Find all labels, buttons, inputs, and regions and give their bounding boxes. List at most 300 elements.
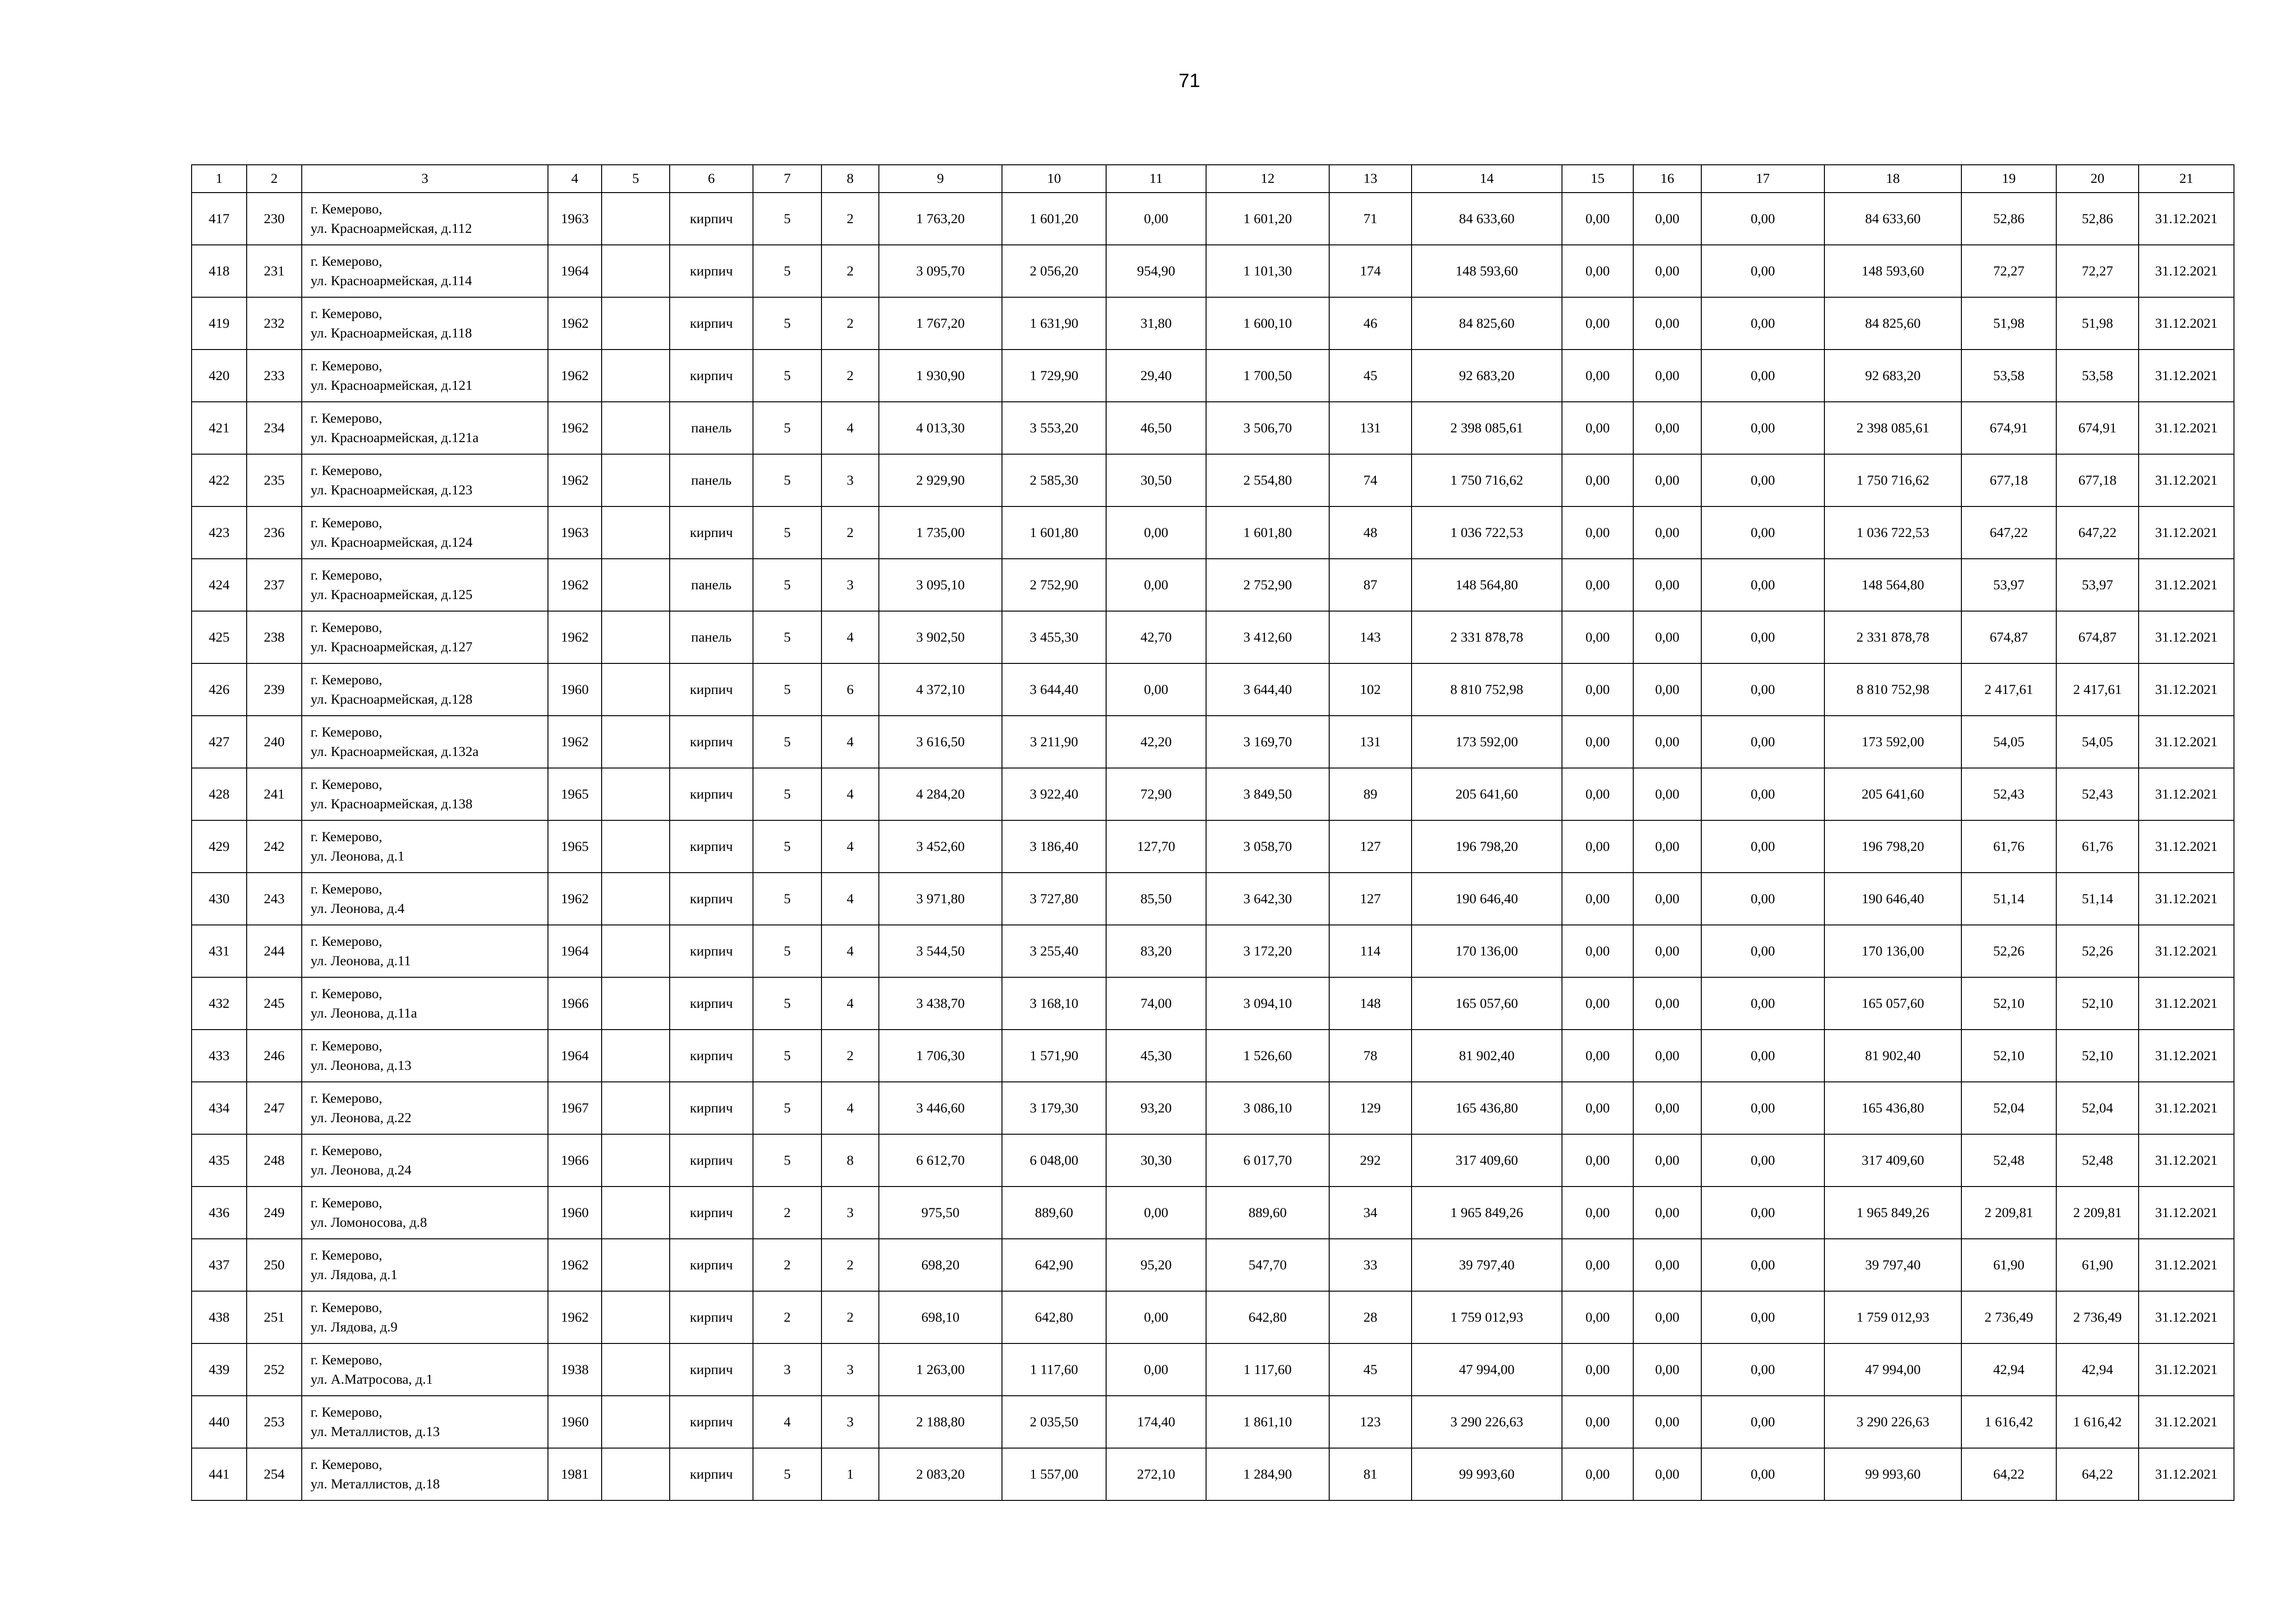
table-cell: кирпич: [670, 1030, 753, 1082]
table-row: [192, 820, 2234, 873]
table-cell: 547,70: [1206, 1239, 1329, 1291]
address-cell: [302, 1291, 548, 1343]
table-cell: 1 930,90: [879, 350, 1002, 402]
address-cell: [302, 1448, 548, 1500]
table-cell: 95,20: [1106, 1239, 1206, 1291]
table-cell: 3 094,10: [1206, 977, 1329, 1030]
table-cell: 83,20: [1106, 925, 1206, 977]
table-cell: 1 036 722,53: [1412, 506, 1562, 559]
table-cell: 1 601,20: [1002, 193, 1106, 245]
table-cell: 148 564,80: [1412, 559, 1562, 611]
table-cell: 6: [821, 663, 879, 716]
table-cell: 1 601,80: [1002, 506, 1106, 559]
table-cell: 61,76: [2056, 820, 2139, 873]
table-cell: 0,00: [1633, 297, 1701, 350]
address-cell: [302, 1134, 548, 1187]
table-cell: 4: [821, 925, 879, 977]
table-cell: 423: [192, 506, 247, 559]
address-line: г. Кемерово,: [311, 933, 382, 949]
table-cell: 0,00: [1562, 1082, 1633, 1134]
address-cell: [302, 663, 548, 716]
table-cell: 28: [1329, 1291, 1412, 1343]
table-cell: 0,00: [1701, 1396, 1824, 1448]
address-line: ул. Металлистов, д.13: [311, 1424, 440, 1439]
table-cell: 0,00: [1701, 925, 1824, 977]
table-cell: 241: [247, 768, 302, 820]
table-cell: 0,00: [1633, 1239, 1701, 1291]
table-row: [192, 193, 2234, 245]
table-cell: 0,00: [1633, 559, 1701, 611]
address-line: г. Кемерово,: [311, 1090, 382, 1106]
address-line: ул. Лядова, д.9: [311, 1319, 398, 1335]
table-cell: 248: [247, 1134, 302, 1187]
address-line: г. Кемерово,: [311, 986, 382, 1001]
table-cell: 61,90: [1961, 1239, 2056, 1291]
column-header: 21: [2139, 165, 2234, 193]
table-cell: 254: [247, 1448, 302, 1500]
table-cell: 0,00: [1106, 663, 1206, 716]
table-cell: 235: [247, 454, 302, 506]
address-line: ул. Ломоносова, д.8: [311, 1214, 427, 1230]
column-header: 15: [1562, 165, 1633, 193]
table-cell: 5: [753, 768, 821, 820]
table-cell: 1 601,80: [1206, 506, 1329, 559]
table-cell: 53,97: [2056, 559, 2139, 611]
table-cell: 2: [821, 1291, 879, 1343]
table-cell: 31.12.2021: [2139, 1448, 2234, 1500]
table-cell: 5: [753, 873, 821, 925]
table-cell: кирпич: [670, 297, 753, 350]
table-cell: 3: [753, 1343, 821, 1396]
address-line: г. Кемерово,: [311, 1195, 382, 1211]
table-cell: 53,97: [1961, 559, 2056, 611]
table-cell: 418: [192, 245, 247, 297]
address-cell: [302, 193, 548, 245]
table-cell: 165 436,80: [1824, 1082, 1961, 1134]
table-cell: 2: [821, 297, 879, 350]
table-cell: кирпич: [670, 768, 753, 820]
table-cell: 2 736,49: [2056, 1291, 2139, 1343]
table-cell: 31.12.2021: [2139, 1082, 2234, 1134]
table-cell: 5: [753, 716, 821, 768]
table-cell: [602, 1082, 670, 1134]
table-cell: 239: [247, 663, 302, 716]
address-cell: [302, 716, 548, 768]
table-cell: 205 641,60: [1412, 768, 1562, 820]
table-cell: 4: [753, 1396, 821, 1448]
table-cell: 2 417,61: [1961, 663, 2056, 716]
table-cell: 438: [192, 1291, 247, 1343]
table-cell: 0,00: [1701, 1082, 1824, 1134]
table-cell: 0,00: [1633, 977, 1701, 1030]
table-cell: 1 601,20: [1206, 193, 1329, 245]
table-cell: 954,90: [1106, 245, 1206, 297]
table-cell: 437: [192, 1239, 247, 1291]
table-cell: 642,90: [1002, 1239, 1106, 1291]
address-cell: [302, 873, 548, 925]
table-cell: [602, 768, 670, 820]
address-cell: [302, 768, 548, 820]
table-cell: 29,40: [1106, 350, 1206, 402]
table-cell: 52,04: [2056, 1082, 2139, 1134]
table-cell: 1 616,42: [1961, 1396, 2056, 1448]
page-number: 71: [1178, 69, 1201, 91]
table-row: [192, 611, 2234, 663]
table-cell: 131: [1329, 716, 1412, 768]
table-cell: 31.12.2021: [2139, 1187, 2234, 1239]
address-cell: [302, 559, 548, 611]
table-cell: 3 086,10: [1206, 1082, 1329, 1134]
table-cell: 165 057,60: [1824, 977, 1961, 1030]
table-cell: 1 117,60: [1002, 1343, 1106, 1396]
table-cell: 3 544,50: [879, 925, 1002, 977]
table-cell: 0,00: [1701, 1343, 1824, 1396]
address-line: г. Кемерово,: [311, 881, 382, 897]
table-row: [192, 1396, 2234, 1448]
table-cell: 234: [247, 402, 302, 454]
table-cell: 417: [192, 193, 247, 245]
table-cell: 64,22: [2056, 1448, 2139, 1500]
address-cell: [302, 925, 548, 977]
table-cell: 31.12.2021: [2139, 977, 2234, 1030]
table-cell: 0,00: [1562, 1396, 1633, 1448]
table-cell: 0,00: [1633, 454, 1701, 506]
table-cell: 0,00: [1562, 663, 1633, 716]
table-cell: 148: [1329, 977, 1412, 1030]
table-cell: 0,00: [1562, 193, 1633, 245]
address-cell: [302, 1239, 548, 1291]
table-cell: 81 902,40: [1824, 1030, 1961, 1082]
address-line: г. Кемерово,: [311, 619, 382, 635]
table-cell: 3 506,70: [1206, 402, 1329, 454]
table-cell: 4: [821, 820, 879, 873]
table-cell: 5: [753, 977, 821, 1030]
table-cell: 3 186,40: [1002, 820, 1106, 873]
table-cell: кирпич: [670, 1343, 753, 1396]
table-cell: 1960: [548, 1396, 602, 1448]
table-cell: 430: [192, 873, 247, 925]
table-cell: 4 284,20: [879, 768, 1002, 820]
table-cell: 0,00: [1701, 506, 1824, 559]
address-cell: [302, 1396, 548, 1448]
column-header: 13: [1329, 165, 1412, 193]
table-row: [192, 245, 2234, 297]
table-cell: 440: [192, 1396, 247, 1448]
table-cell: 4: [821, 768, 879, 820]
table-cell: 84 825,60: [1412, 297, 1562, 350]
table-cell: 42,94: [1961, 1343, 2056, 1396]
table-cell: 0,00: [1633, 245, 1701, 297]
table-cell: 114: [1329, 925, 1412, 977]
table-cell: 74: [1329, 454, 1412, 506]
table-cell: 3 616,50: [879, 716, 1002, 768]
table-cell: 3 179,30: [1002, 1082, 1106, 1134]
table-cell: 190 646,40: [1412, 873, 1562, 925]
table-cell: 165 057,60: [1412, 977, 1562, 1030]
table-cell: 5: [753, 1448, 821, 1500]
address-cell: [302, 350, 548, 402]
table-cell: 1960: [548, 1187, 602, 1239]
table-cell: панель: [670, 454, 753, 506]
column-header: 1: [192, 165, 247, 193]
table-cell: 420: [192, 350, 247, 402]
table-cell: 0,00: [1106, 1291, 1206, 1343]
table-cell: 0,00: [1106, 559, 1206, 611]
address-line: ул. Лядова, д.1: [311, 1267, 398, 1282]
table-cell: 0,00: [1701, 245, 1824, 297]
table-cell: 0,00: [1701, 663, 1824, 716]
table-cell: 250: [247, 1239, 302, 1291]
table-cell: 131: [1329, 402, 1412, 454]
table-cell: 1967: [548, 1082, 602, 1134]
table-cell: 1 750 716,62: [1824, 454, 1961, 506]
table-cell: 424: [192, 559, 247, 611]
table-cell: кирпич: [670, 716, 753, 768]
table-cell: 231: [247, 245, 302, 297]
table-cell: 1962: [548, 1291, 602, 1343]
column-header: 4: [548, 165, 602, 193]
table-cell: 31.12.2021: [2139, 245, 2234, 297]
table-cell: 3: [821, 1396, 879, 1448]
table-cell: 173 592,00: [1412, 716, 1562, 768]
table-cell: 0,00: [1701, 820, 1824, 873]
table-cell: 230: [247, 193, 302, 245]
table-cell: 52,43: [1961, 768, 2056, 820]
table-cell: 2 398 085,61: [1824, 402, 1961, 454]
table-cell: 441: [192, 1448, 247, 1500]
table-cell: 174,40: [1106, 1396, 1206, 1448]
table-cell: 5: [753, 350, 821, 402]
table-cell: [602, 977, 670, 1030]
table-cell: 72,27: [2056, 245, 2139, 297]
table-cell: 6 612,70: [879, 1134, 1002, 1187]
table-cell: 2 398 085,61: [1412, 402, 1562, 454]
table-cell: 31.12.2021: [2139, 1030, 2234, 1082]
address-cell: [302, 506, 548, 559]
table-cell: 642,80: [1206, 1291, 1329, 1343]
table-cell: 1964: [548, 925, 602, 977]
table-cell: 5: [753, 402, 821, 454]
table-cell: 78: [1329, 1030, 1412, 1082]
table-cell: 2 056,20: [1002, 245, 1106, 297]
table-cell: 0,00: [1633, 768, 1701, 820]
table-cell: 674,87: [2056, 611, 2139, 663]
table-cell: 1 557,00: [1002, 1448, 1106, 1500]
table-cell: 0,00: [1701, 977, 1824, 1030]
table-cell: 42,70: [1106, 611, 1206, 663]
address-line: г. Кемерово,: [311, 672, 382, 687]
table-cell: 54,05: [1961, 716, 2056, 768]
table-cell: 426: [192, 663, 247, 716]
table-cell: 3 290 226,63: [1824, 1396, 1961, 1448]
table-cell: 31.12.2021: [2139, 506, 2234, 559]
table-cell: 8: [821, 1134, 879, 1187]
table-cell: 0,00: [1633, 1187, 1701, 1239]
table-cell: 31.12.2021: [2139, 820, 2234, 873]
table-cell: 0,00: [1701, 716, 1824, 768]
table-cell: 2 331 878,78: [1412, 611, 1562, 663]
table-row: [192, 1239, 2234, 1291]
table-cell: 31.12.2021: [2139, 1291, 2234, 1343]
table-cell: 0,00: [1562, 820, 1633, 873]
table-cell: 698,10: [879, 1291, 1002, 1343]
address-line: ул. Леонова, д.22: [311, 1110, 412, 1125]
table-cell: 698,20: [879, 1239, 1002, 1291]
table-cell: 0,00: [1701, 1448, 1824, 1500]
table-cell: 71: [1329, 193, 1412, 245]
table-cell: 87: [1329, 559, 1412, 611]
table-cell: кирпич: [670, 350, 753, 402]
table-cell: 0,00: [1562, 611, 1633, 663]
table-cell: 2 083,20: [879, 1448, 1002, 1500]
column-header: 14: [1412, 165, 1562, 193]
table-cell: 427: [192, 716, 247, 768]
table-body: [192, 193, 2234, 1500]
table-cell: 1962: [548, 402, 602, 454]
table-cell: 72,27: [1961, 245, 2056, 297]
table-cell: 170 136,00: [1412, 925, 1562, 977]
table-row: [192, 1030, 2234, 1082]
table-cell: 0,00: [1701, 454, 1824, 506]
table-cell: 81 902,40: [1412, 1030, 1562, 1082]
table-cell: 3 902,50: [879, 611, 1002, 663]
table-cell: 247: [247, 1082, 302, 1134]
column-header: 9: [879, 165, 1002, 193]
table-row: [192, 1082, 2234, 1134]
table-cell: 52,43: [2056, 768, 2139, 820]
table-cell: 196 798,20: [1412, 820, 1562, 873]
table-cell: 425: [192, 611, 247, 663]
table-cell: 0,00: [1633, 1396, 1701, 1448]
table-cell: 0,00: [1562, 1239, 1633, 1291]
table-cell: 677,18: [2056, 454, 2139, 506]
table-cell: 8 810 752,98: [1824, 663, 1961, 716]
table-row: [192, 506, 2234, 559]
address-cell: [302, 1082, 548, 1134]
table-cell: 30,50: [1106, 454, 1206, 506]
table-cell: 1 036 722,53: [1824, 506, 1961, 559]
table-cell: 1938: [548, 1343, 602, 1396]
column-number-row: [192, 165, 2234, 193]
table-cell: 436: [192, 1187, 247, 1239]
table-cell: 251: [247, 1291, 302, 1343]
table-cell: 272,10: [1106, 1448, 1206, 1500]
column-header: 2: [247, 165, 302, 193]
table-cell: [602, 245, 670, 297]
table-cell: кирпич: [670, 977, 753, 1030]
table-row: [192, 977, 2234, 1030]
table-cell: 52,10: [2056, 1030, 2139, 1082]
address-cell: [302, 820, 548, 873]
table-cell: 1 729,90: [1002, 350, 1106, 402]
table-cell: 5: [753, 1134, 821, 1187]
table-cell: 1962: [548, 559, 602, 611]
table-cell: 31.12.2021: [2139, 1396, 2234, 1448]
table-cell: 52,86: [2056, 193, 2139, 245]
address-line: г. Кемерово,: [311, 567, 382, 583]
table-cell: 1 631,90: [1002, 297, 1106, 350]
table-cell: 3 642,30: [1206, 873, 1329, 925]
table-cell: 0,00: [1701, 611, 1824, 663]
table-cell: 1 965 849,26: [1824, 1187, 1961, 1239]
table-cell: 3: [821, 559, 879, 611]
table-cell: 39 797,40: [1824, 1239, 1961, 1291]
table-cell: 0,00: [1562, 1134, 1633, 1187]
table-cell: 0,00: [1562, 245, 1633, 297]
table-cell: 2: [821, 1239, 879, 1291]
table-cell: 2 929,90: [879, 454, 1002, 506]
table-cell: 99 993,60: [1412, 1448, 1562, 1500]
table-cell: 148 593,60: [1824, 245, 1961, 297]
table-cell: 127: [1329, 873, 1412, 925]
table-cell: 129: [1329, 1082, 1412, 1134]
table-cell: 0,00: [1701, 193, 1824, 245]
table-cell: 1963: [548, 193, 602, 245]
table-cell: 1962: [548, 873, 602, 925]
table-cell: 0,00: [1633, 925, 1701, 977]
table-cell: 1 750 716,62: [1412, 454, 1562, 506]
table-cell: 1 616,42: [2056, 1396, 2139, 1448]
table-cell: 1965: [548, 820, 602, 873]
address-line: г. Кемерово,: [311, 1247, 382, 1263]
table-cell: 0,00: [1106, 506, 1206, 559]
table-cell: [602, 454, 670, 506]
table-cell: 53,58: [2056, 350, 2139, 402]
table-cell: кирпич: [670, 1448, 753, 1500]
table-cell: 64,22: [1961, 1448, 2056, 1500]
table-cell: 2 417,61: [2056, 663, 2139, 716]
table-cell: 89: [1329, 768, 1412, 820]
table-cell: 2 736,49: [1961, 1291, 2056, 1343]
table-cell: 2: [753, 1291, 821, 1343]
table-cell: 5: [753, 506, 821, 559]
table-cell: 51,14: [1961, 873, 2056, 925]
address-cell: [302, 1030, 548, 1082]
table-cell: 1 526,60: [1206, 1030, 1329, 1082]
table-cell: 52,26: [1961, 925, 2056, 977]
table-cell: 52,04: [1961, 1082, 2056, 1134]
table-cell: 642,80: [1002, 1291, 1106, 1343]
table-cell: 52,26: [2056, 925, 2139, 977]
table-cell: 72,90: [1106, 768, 1206, 820]
address-line: ул. Леонова, д.1: [311, 848, 405, 864]
address-line: ул. Красноармейская, д.118: [311, 325, 472, 341]
table-row: [192, 925, 2234, 977]
table-cell: 1962: [548, 716, 602, 768]
table-cell: 0,00: [1562, 1448, 1633, 1500]
table-cell: 3 922,40: [1002, 768, 1106, 820]
table-cell: 240: [247, 716, 302, 768]
table-cell: кирпич: [670, 1239, 753, 1291]
table-row: [192, 1448, 2234, 1500]
table-cell: 85,50: [1106, 873, 1206, 925]
table-cell: 3 211,90: [1002, 716, 1106, 768]
table-cell: 5: [753, 297, 821, 350]
table-cell: 232: [247, 297, 302, 350]
table-cell: 432: [192, 977, 247, 1030]
table-cell: 4: [821, 402, 879, 454]
table-cell: 238: [247, 611, 302, 663]
column-header: 8: [821, 165, 879, 193]
table-cell: 1 759 012,93: [1824, 1291, 1961, 1343]
column-header: 5: [602, 165, 670, 193]
table-cell: 45,30: [1106, 1030, 1206, 1082]
address-line: ул. А.Матросова, д.1: [311, 1371, 433, 1387]
table-row: [192, 1187, 2234, 1239]
table-cell: 0,00: [1562, 454, 1633, 506]
table-cell: 647,22: [2056, 506, 2139, 559]
table-cell: 46,50: [1106, 402, 1206, 454]
